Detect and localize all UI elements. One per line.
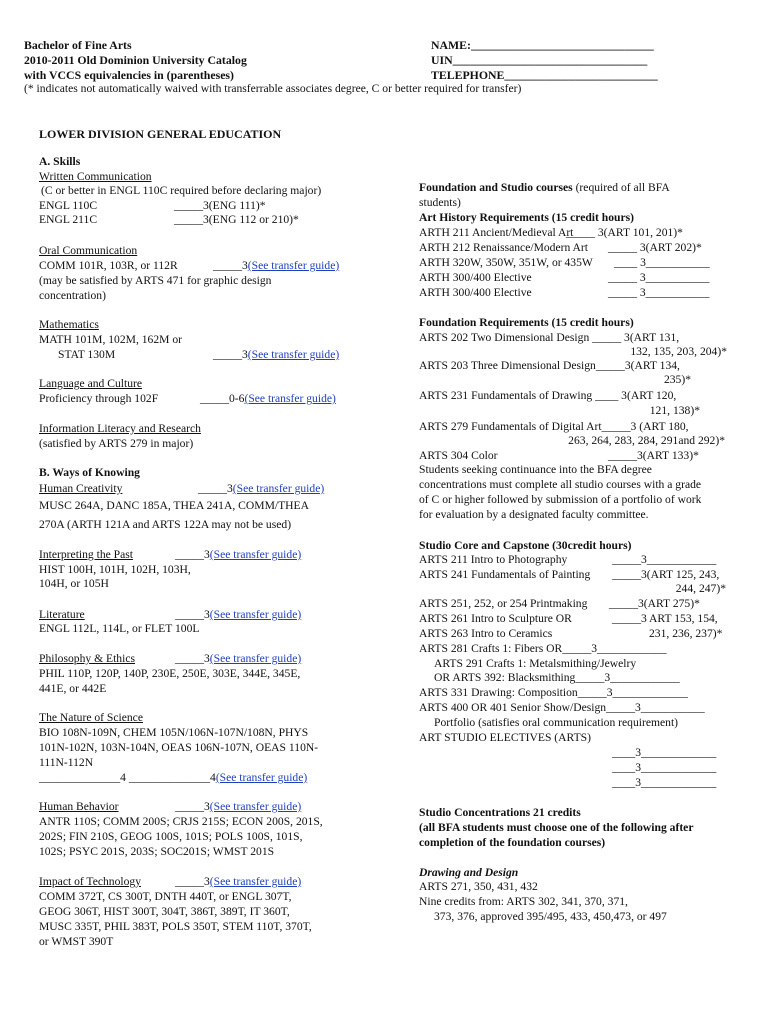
uin-field[interactable]: UIN_________________________________ — [431, 53, 648, 67]
past-transfer-link[interactable]: (See transfer guide) — [209, 548, 302, 561]
elective-2: ____3_____________ — [612, 761, 717, 774]
arts-241: ARTS 241 Fundamentals of Painting — [419, 568, 591, 581]
arts-279-equiv: 263, 264, 283, 284, 291and 292)* — [568, 434, 725, 447]
arts-231-equiv: 121, 138)* — [649, 404, 700, 417]
arts-304-value: _____3(ART 133)* — [608, 449, 699, 462]
written-note: (C or better in ENGL 110C required before declaring major) — [41, 184, 322, 197]
behavior-value: _____3(See transfer guide) — [175, 800, 302, 813]
studio-title: Studio Core and Capstone (30credit hours) — [419, 539, 632, 552]
phil-transfer-link[interactable]: (See transfer guide) — [209, 652, 302, 665]
science-value: ______________4 ______________4(See transfer guide) — [39, 771, 308, 784]
stat-course: STAT 130M — [58, 348, 116, 361]
math-value: _____3(See transfer guide) — [213, 348, 340, 361]
continuance-note-1: Students seeking continuance into the BFA degree — [419, 463, 652, 476]
lang-transfer-link[interactable]: (See transfer guide) — [244, 392, 336, 405]
lit-transfer-link[interactable]: (See transfer guide) — [209, 608, 302, 621]
oral-transfer-link[interactable]: (See transfer guide) — [247, 259, 340, 272]
tech-courses: COMM 372T, CS 300T, DNTH 440T, or ENGL 307T, — [39, 890, 292, 903]
lang-courses: Proficiency through 102F — [39, 392, 159, 405]
lit-value: _____3(See transfer guide) — [175, 608, 302, 621]
math-transfer-link[interactable]: (See transfer guide) — [247, 348, 340, 361]
catalog-year: 2010-2011 Old Dominion University Catalog — [24, 53, 247, 67]
lang-value: _____0-6(See transfer guide) — [200, 392, 336, 405]
arts-211: ARTS 211 Intro to Photography — [419, 553, 568, 566]
behavior-courses-2: 202S; FIN 210S, GEOG 100S, 101S; POLS 100S, 101S, — [39, 830, 303, 843]
engl-110c-value: _____3(ENG 111)* — [174, 199, 266, 212]
arts-231: ARTS 231 Fundamentals of Drawing ____ 3(ART 120, — [419, 389, 677, 402]
tech-value: _____3(See transfer guide) — [175, 875, 302, 888]
lang-title: Language and Culture — [39, 377, 143, 390]
ways-heading: B. Ways of Knowing — [39, 466, 140, 479]
engl-211c: ENGL 211C — [39, 213, 98, 226]
science-courses-2: 101N-102N, 103N-104N, OEAS 106N-107N, OEAS 110N- — [39, 741, 319, 754]
arts-263-value: 231, 236, 237)* — [649, 627, 723, 640]
creativity-transfer-link[interactable]: (See transfer guide) — [232, 482, 325, 495]
elective-1: ____3_____________ — [612, 746, 717, 759]
phil-title: Philosophy & Ethics — [39, 652, 135, 665]
art-history-value: _____ 3___________ — [608, 286, 710, 299]
vccs-note: with VCCS equivalencies in (parentheses) — [24, 68, 234, 82]
arts-203-equiv: 235)* — [663, 373, 691, 386]
foundation-studio-title: Foundation and Studio courses (required of all BFA — [419, 181, 670, 194]
behavior-title: Human Behavior — [39, 800, 119, 813]
arts-279: ARTS 279 Fundamentals of Digital Art_____3 (ART 180, — [419, 420, 689, 433]
science-courses: BIO 108N-109N, CHEM 105N/106N-107N/108N, PHYS — [39, 726, 309, 739]
arts-202: ARTS 202 Two Dimensional Design _____ 3(ART 131, — [419, 331, 680, 344]
oral-note-2: concentration) — [39, 289, 106, 302]
arts-261: ARTS 261 Intro to Sculpture OR — [419, 612, 572, 625]
past-courses-2: 104H, or 105H — [39, 577, 109, 590]
arts-211-value: _____3____________ — [612, 553, 717, 566]
past-value: _____3(See transfer guide) — [175, 548, 302, 561]
arts-251-value: _____3(ART 275)* — [609, 597, 700, 610]
continuance-note-3: of C or higher followed by submission of a portfolio of work — [419, 493, 702, 506]
art-history-course: ARTH 300/400 Elective — [419, 286, 532, 299]
oral-courses: COMM 101R, 103R, or 112R — [39, 259, 178, 272]
header-note: (* indicates not automatically waived with transferrable associates degree, C or better required for transfer) — [24, 82, 522, 95]
phil-value: _____3(See transfer guide) — [175, 652, 302, 665]
portfolio-note: Portfolio (satisfies oral communication requirement) — [434, 716, 679, 729]
program-title: Bachelor of Fine Arts — [24, 38, 132, 52]
phil-courses-2: 441E, or 442E — [39, 682, 107, 695]
math-title: Mathematics — [39, 318, 99, 331]
art-history-value: _____ 3___________ — [608, 271, 710, 284]
drawing-design-courses: ARTS 271, 350, 431, 432 — [419, 880, 538, 893]
info-note: (satisfied by ARTS 279 in major) — [39, 437, 194, 450]
telephone-field[interactable]: TELEPHONE__________________________ — [431, 68, 658, 82]
behavior-courses: ANTR 110S; COMM 200S; CRJS 215S; ECON 200S, 201S, — [39, 815, 323, 828]
math-courses: MATH 101M, 102M, 162M or — [39, 333, 182, 346]
tech-courses-2: GEOG 306T, HIST 300T, 304T, 386T, 389T, IT 360T, — [39, 905, 290, 918]
foundation-studio-note: students) — [419, 196, 461, 209]
art-history-value: ____ 3___________ — [614, 256, 710, 269]
art-history-title: Art History Requirements (15 credit hours) — [419, 211, 634, 224]
continuance-note-2: concentrations must complete all studio courses with a grade — [419, 478, 702, 491]
engl-110c: ENGL 110C — [39, 199, 98, 212]
creativity-note: 270A (ARTH 121A and ARTS 122A may not be used) — [39, 518, 292, 531]
arts-400: ARTS 400 OR 401 Senior Show/Design_____3___________ — [419, 701, 705, 714]
art-history-course: ARTH 211 Ancient/Medieval Art — [419, 226, 574, 239]
arts-291: ARTS 291 Crafts 1: Metalsmithing/Jewelry — [434, 657, 637, 670]
concentrations-note-1: (all BFA students must choose one of the following after — [419, 821, 694, 834]
name-field[interactable]: NAME:_______________________________ — [431, 38, 654, 52]
oral-title: Oral Communication — [39, 244, 138, 257]
arts-392: OR ARTS 392: Blacksmithing_____3____________ — [434, 671, 680, 684]
behavior-transfer-link[interactable]: (See transfer guide) — [209, 800, 302, 813]
art-history-value: _____ 3(ART 202)* — [608, 241, 702, 254]
arts-281: ARTS 281 Crafts 1: Fibers OR_____3____________ — [419, 642, 667, 655]
drawing-design-electives: Nine credits from: ARTS 302, 341, 370, 371, — [419, 895, 628, 908]
lit-title: Literature — [39, 608, 85, 621]
arts-304: ARTS 304 Color — [419, 449, 498, 462]
art-history-course: ARTH 212 Renaissance/Modern Art — [419, 241, 588, 254]
past-title: Interpreting the Past — [39, 548, 134, 561]
info-title: Information Literacy and Research — [39, 422, 201, 435]
continuance-note-4: for evaluation by a designated faculty committee. — [419, 508, 649, 521]
art-history-course: ARTH 320W, 350W, 351W, or 435W — [419, 256, 593, 269]
arts-263: ARTS 263 Intro to Ceramics — [419, 627, 553, 640]
arts-202-equiv: 132, 135, 203, 204)* — [630, 345, 727, 358]
engl-211c-value: _____3(ENG 112 or 210)* — [174, 213, 299, 226]
behavior-courses-3: 102S; PSYC 201S, 203S; SOC201S; WMST 201S — [39, 845, 275, 858]
arts-261-value: _____3 ART 153, 154, — [612, 612, 718, 625]
arts-251: ARTS 251, 252, or 254 Printmaking — [419, 597, 588, 610]
science-transfer-link[interactable]: (See transfer guide) — [215, 771, 308, 784]
skills-heading: A. Skills — [39, 155, 81, 168]
tech-courses-3: MUSC 335T, PHIL 383T, POLS 350T, STEM 110T, 370T, — [39, 920, 312, 933]
science-title: The Nature of Science — [39, 711, 143, 724]
drawing-design-title: Drawing and Design — [419, 866, 519, 879]
past-courses: HIST 100H, 101H, 102H, 103H, — [39, 563, 191, 576]
arts-203: ARTS 203 Three Dimensional Design_____3(ART 134, — [419, 359, 680, 372]
section-title: LOWER DIVISION GENERAL EDUCATION — [39, 127, 282, 141]
oral-note: (may be satisfied by ARTS 471 for graphic design — [39, 274, 272, 287]
art-history-course: ARTH 300/400 Elective — [419, 271, 532, 284]
lit-courses: ENGL 112L, 114L, or FLET 100L — [39, 622, 200, 635]
creativity-value: _____3(See transfer guide) — [198, 482, 325, 495]
arts-331: ARTS 331 Drawing: Composition_____3_____________ — [419, 686, 688, 699]
written-title: Written Communication — [39, 170, 152, 183]
art-history-value: _____ 3(ART 101, 201)* — [566, 226, 683, 239]
concentrations-title: Studio Concentrations 21 credits — [419, 806, 581, 819]
tech-courses-4: or WMST 390T — [39, 935, 114, 948]
creativity-title: Human Creativity — [39, 482, 123, 495]
tech-transfer-link[interactable]: (See transfer guide) — [209, 875, 302, 888]
foundation-title: Foundation Requirements (15 credit hours) — [419, 316, 634, 329]
concentrations-note-2: completion of the foundation courses) — [419, 836, 606, 849]
drawing-design-electives-2: 373, 376, approved 395/495, 433, 450,473, or 497 — [434, 910, 667, 923]
arts-241-value: _____3(ART 125, 243, — [612, 568, 720, 581]
science-courses-3: 111N-112N — [39, 756, 94, 769]
elective-3: ____3_____________ — [612, 776, 717, 789]
tech-title: Impact of Technology — [39, 875, 141, 888]
studio-electives: ART STUDIO ELECTIVES (ARTS) — [419, 731, 591, 744]
creativity-courses: MUSC 264A, DANC 185A, THEA 241A, COMM/THEA — [39, 499, 310, 512]
phil-courses: PHIL 110P, 120P, 140P, 230E, 250E, 303E, 344E, 345E, — [39, 667, 301, 680]
arts-241-equiv: 244, 247)* — [675, 582, 726, 595]
oral-value: _____3(See transfer guide) — [213, 259, 340, 272]
